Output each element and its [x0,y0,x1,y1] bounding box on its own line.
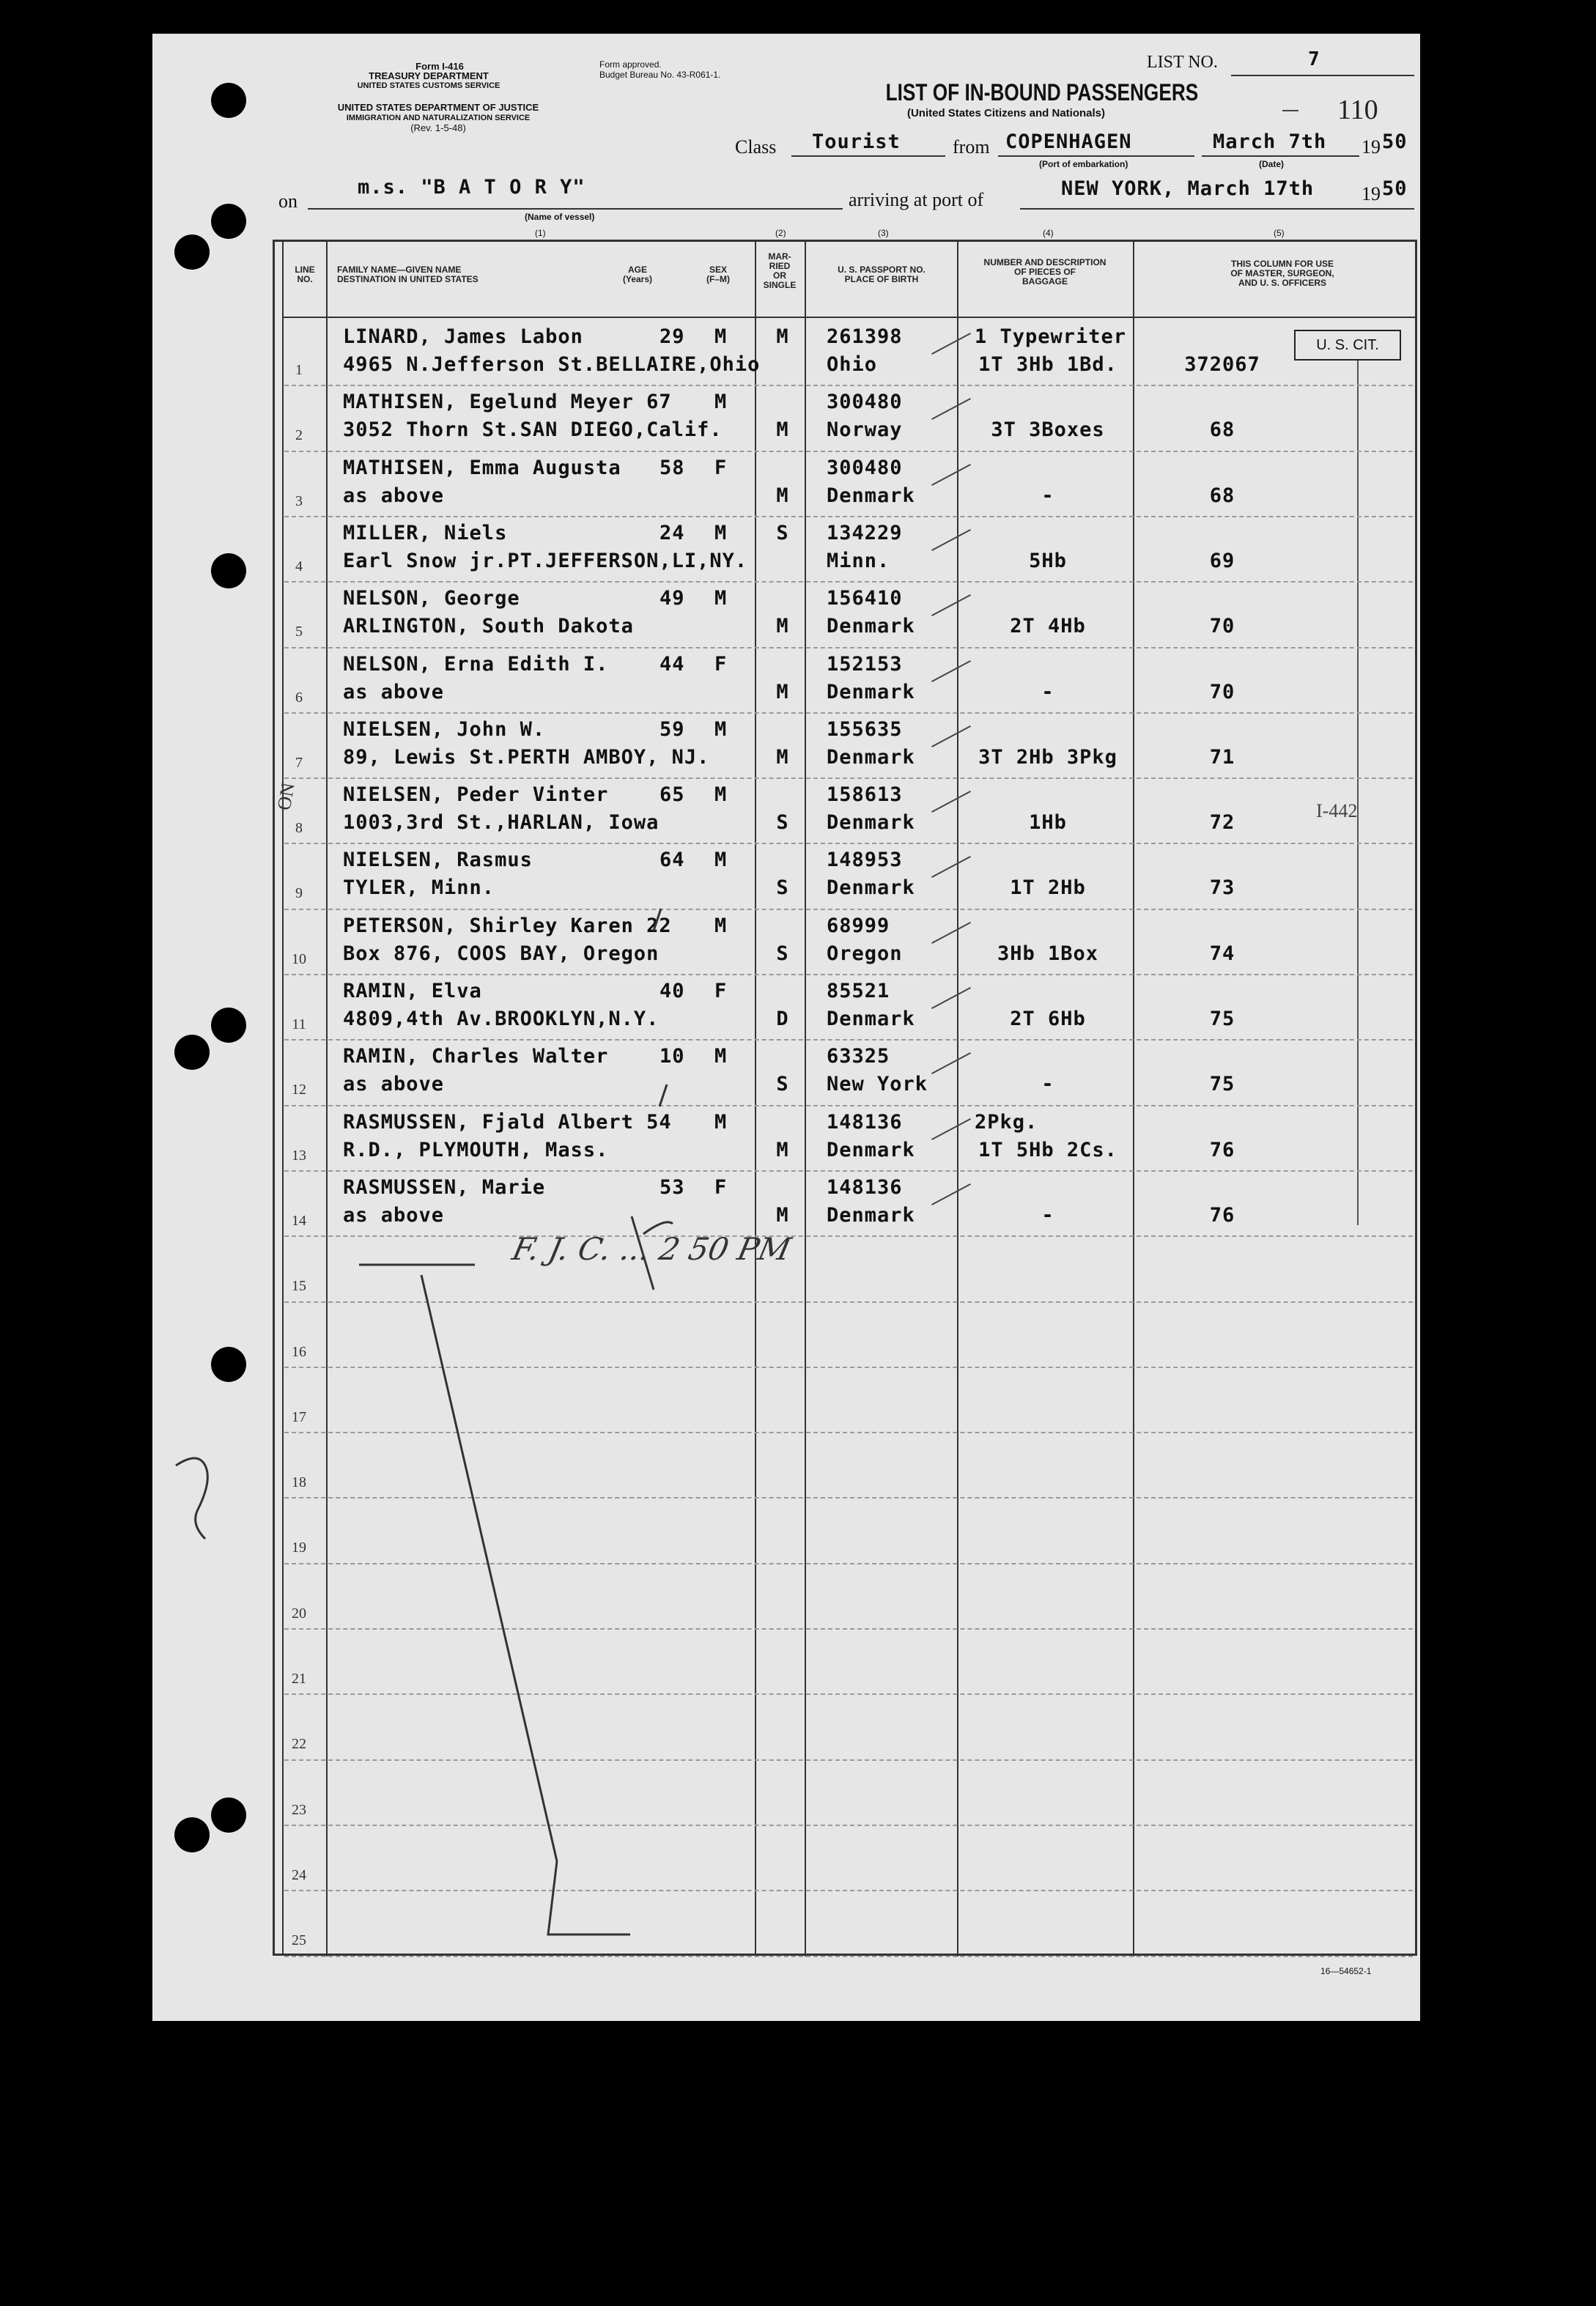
place-of-birth: Ohio [827,353,878,376]
passenger-sex: M [714,1045,728,1068]
passenger-name: RASMUSSEN, Fjald Albert 54 [343,1110,672,1134]
baggage-line2: 1T 3Hb 1Bd. [978,353,1117,376]
baggage-line2: - [1041,1073,1054,1096]
destination: 3052 Thorn St.SAN DIEGO,Calif. [343,418,723,442]
line-number: 24 [292,1866,306,1883]
line-number: 3 [295,492,303,509]
passenger-sex: F [714,980,728,1002]
line-number: 7 [295,754,303,771]
passenger-age: 59 [660,717,685,741]
date-caption: (Date) [1259,159,1285,169]
officer-number: 68 [1209,484,1235,507]
baggage-line2: 5Hb [1029,549,1067,572]
vessel-caption: (Name of vessel) [525,212,595,222]
ins-line: IMMIGRATION AND NATURALIZATION SERVICE [346,114,531,122]
passenger-sex: F [714,456,728,479]
header-officers: THIS COLUMN FOR USE OF MASTER, SURGEON, AND U. S. OFFICERS [1230,259,1334,288]
header-baggage: NUMBER AND DESCRIPTION OF PIECES OF BAGGAGE [983,257,1107,287]
arrival-year: 50 [1382,177,1408,200]
place-of-birth: Denmark [827,680,915,703]
baggage-line2: - [1041,680,1054,703]
baggage-line2: 3T 3Boxes [991,418,1105,442]
line-number: 6 [295,689,303,706]
place-of-birth: New York [827,1073,928,1096]
passenger-age: 10 [660,1045,685,1068]
baggage-line2: 1T 5Hb 2Cs. [978,1138,1117,1161]
passenger-name: MILLER, Niels [343,521,508,544]
page-title: LIST OF IN-BOUND PASSENGERS [885,79,1199,106]
passenger-age: 53 [660,1175,685,1199]
passenger-sex: M [714,783,728,807]
passenger-name: PETERSON, Shirley Karen 22 [343,914,672,937]
place-of-birth: Norway [827,418,903,442]
line-number: 23 [292,1801,306,1818]
destination: 4809,4th Av.BROOKLYN,N.Y. [343,1008,660,1030]
destination: 4965 N.Jefferson St.BELLAIRE,Ohio [343,353,761,376]
officer-number: 70 [1209,615,1235,638]
marital-status: M [776,745,789,769]
place-of-birth: Denmark [827,484,915,507]
passport-number: 155635 [827,717,903,741]
line-number: 12 [292,1082,306,1098]
passport-number: 63325 [827,1045,890,1068]
budget-bureau: Budget Bureau No. 43-R061-1. [599,70,721,80]
col-num-5: (5) [1274,228,1285,238]
passport-number: 156410 [827,587,903,610]
destination: Earl Snow jr.PT.JEFFERSON,LI,NY. [343,549,748,572]
destination: ARLINGTON, South Dakota [343,615,634,638]
line-number: 25 [292,1932,306,1949]
margin-mark: ON [273,780,299,812]
page-subtitle: (United States Citizens and Nationals) [906,107,1106,119]
port-embarkation: COPENHAGEN [1005,130,1132,153]
marital-status: M [776,615,789,638]
passport-number: 158613 [827,783,903,807]
passport-number: 148136 [827,1175,903,1199]
destination: 89, Lewis St.PERTH AMBOY, NJ. [343,745,710,769]
line-number: 13 [292,1147,306,1164]
line-number: 22 [292,1736,306,1753]
on-label: on [278,191,298,212]
marital-status: M [776,484,789,507]
baggage-line1: 2Pkg. [975,1110,1038,1134]
line-number: 2 [295,427,303,444]
handwritten-note: F. J. C. ... 2 50 PM [509,1231,794,1267]
place-of-birth: Denmark [827,876,915,900]
officer-number: 69 [1209,549,1235,572]
marital-status: S [776,521,789,544]
passenger-sex: M [714,391,728,414]
passenger-name: NIELSEN, John W. [343,717,546,741]
marital-status: M [776,418,789,442]
baggage-line2: 3Hb 1Box [997,942,1099,965]
header-name: FAMILY NAME—GIVEN NAME DESTINATION IN UNITED STATES [337,265,479,284]
passenger-age: 58 [660,456,685,479]
form-approved: Form approved. [599,59,662,70]
destination: R.D., PLYMOUTH, Mass. [343,1138,609,1161]
passport-number: 148953 [827,849,903,872]
destination: 1003,3rd St.,HARLAN, Iowa [343,811,660,835]
year-prefix: 19 [1362,136,1381,158]
officer-number: 72 [1209,811,1235,835]
passenger-sex: F [714,1175,728,1199]
form-annotation: I-442 [1316,800,1358,821]
marital-status: M [776,1203,789,1227]
baggage-line1: 1 Typewriter [975,325,1127,348]
place-of-birth: Denmark [827,615,915,638]
arrival-year-prefix: 19 [1362,183,1381,204]
passport-number: 152153 [827,652,903,676]
baggage-line2: 3T 2Hb 3Pkg [978,745,1117,769]
revision: (Rev. 1-5-48) [410,122,466,133]
destination: Box 876, COOS BAY, Oregon [343,942,660,965]
destination: as above [343,1203,445,1227]
officer-number: 74 [1209,942,1235,965]
departure-date: March 7th [1213,130,1327,153]
passenger-name: NELSON, George [343,587,520,610]
line-number: 5 [295,624,303,640]
passenger-name: NIELSEN, Peder Vinter [343,783,609,807]
passport-number: 261398 [827,325,903,348]
line-number: 18 [292,1474,306,1491]
passenger-name: RAMIN, Charles Walter [343,1045,609,1068]
passenger-sex: M [714,325,728,348]
treasury-dept: TREASURY DEPARTMENT [369,70,489,81]
page-number: 110 [1337,95,1378,125]
officer-number: 76 [1209,1203,1235,1227]
officer-number: 75 [1209,1008,1235,1030]
class-value: Tourist [812,130,901,153]
place-of-birth: Minn. [827,549,890,572]
passenger-age: 64 [660,849,685,872]
line-number: 10 [292,950,306,967]
passenger-name: MATHISEN, Emma Augusta [343,456,621,479]
passenger-sex: M [714,587,728,610]
list-no-value: 7 [1308,48,1320,70]
officer-number: 73 [1209,876,1235,900]
marital-status: M [776,325,789,348]
passenger-age: 24 [660,521,685,544]
officer-number: 75 [1209,1073,1235,1096]
vessel-name: m.s. "B A T O R Y" [358,176,585,199]
passenger-sex: M [714,1110,728,1134]
officer-number: 68 [1209,418,1235,442]
line-number: 19 [292,1540,306,1556]
destination: TYLER, Minn. [343,876,495,900]
destination: as above [343,680,445,703]
header-passport: U. S. PASSPORT NO. PLACE OF BIRTH [838,265,926,284]
line-number: 4 [295,558,303,574]
list-no-label: LIST NO. [1147,53,1218,72]
arriving-label: arriving at port of [849,189,984,210]
baggage-line2: 1T 2Hb [1010,876,1086,900]
header-age: AGE (Years) [622,265,653,284]
place-of-birth: Denmark [827,1203,915,1227]
baggage-line2: - [1041,1203,1054,1227]
class-label: Class [735,136,777,158]
header-line-no: LINE NO. [295,265,315,284]
destination: as above [343,1073,445,1096]
officer-number: 70 [1209,680,1235,703]
line-number: 9 [295,885,303,902]
passport-number: 300480 [827,456,903,479]
marital-status: D [776,1008,789,1030]
marital-status: M [776,1138,789,1161]
passenger-sex: M [714,914,728,937]
header-married: MAR- RIED OR SINGLE [763,251,797,290]
passenger-name: RASMUSSEN, Marie [343,1175,546,1199]
passenger-name: NELSON, Erna Edith I. [343,652,609,676]
officer-number: 76 [1209,1138,1235,1161]
line-number: 14 [292,1212,306,1229]
justice-dept: UNITED STATES DEPARTMENT OF JUSTICE [337,102,539,113]
form-number: Form I-416 [415,61,464,72]
line-number: 21 [292,1671,306,1687]
col-num-2: (2) [775,228,786,238]
col-num-4: (4) [1043,228,1054,238]
line-number: 16 [292,1343,306,1360]
marital-status: S [776,1073,789,1096]
officer-number: 71 [1209,745,1235,769]
place-of-birth: Denmark [827,811,915,835]
passenger-sex: M [714,849,728,872]
place-of-birth: Denmark [827,1138,915,1161]
marital-status: S [776,876,789,900]
col-num-1: (1) [535,228,546,238]
line-number: 20 [292,1605,306,1622]
baggage-line2: 1Hb [1029,811,1067,835]
baggage-line2: - [1041,484,1054,507]
passport-number: 85521 [827,980,890,1002]
footer-code: 16—54652-1 [1320,1966,1372,1976]
passenger-name: LINARD, James Labon [343,325,583,348]
port-embarkation-caption: (Port of embarkation) [1039,159,1128,169]
line-number: 8 [295,820,303,837]
baggage-line2: 2T 4Hb [1010,615,1086,638]
passenger-sex: F [714,652,728,676]
departure-year: 50 [1382,130,1408,153]
line-number: 17 [292,1408,306,1425]
passenger-name: RAMIN, Elva [343,980,482,1002]
passenger-age: 44 [660,652,685,676]
from-label: from [953,136,990,158]
place-of-birth: Oregon [827,942,903,965]
place-of-birth: Denmark [827,745,915,769]
passport-number: 148136 [827,1110,903,1134]
us-citizen-stamp: U. S. CIT. [1294,330,1401,361]
customs-service: UNITED STATES CUSTOMS SERVICE [357,81,500,90]
passenger-sex: M [714,521,728,544]
arrival-port-date: NEW YORK, March 17th [1061,177,1315,200]
marital-status: S [776,811,789,835]
passport-number: 300480 [827,391,903,414]
line-number: 1 [295,362,303,378]
passenger-name: MATHISEN, Egelund Meyer 67 [343,391,672,414]
baggage-line2: 2T 6Hb [1010,1008,1086,1030]
passport-number: 68999 [827,914,890,937]
line-number: 11 [292,1016,306,1032]
officer-number: 372067 [1184,353,1260,376]
place-of-birth: Denmark [827,1008,915,1030]
passport-number: 134229 [827,521,903,544]
passenger-name: NIELSEN, Rasmus [343,849,533,872]
passenger-age: 49 [660,587,685,610]
col-num-3: (3) [878,228,889,238]
line-number: 15 [292,1278,306,1295]
marital-status: M [776,680,789,703]
passenger-sex: M [714,717,728,741]
passenger-age: 65 [660,783,685,807]
marital-status: S [776,942,789,965]
destination: as above [343,484,445,507]
passenger-age: 29 [660,325,685,348]
header-sex: SEX (F–M) [706,265,730,284]
passenger-age: 40 [660,980,685,1002]
